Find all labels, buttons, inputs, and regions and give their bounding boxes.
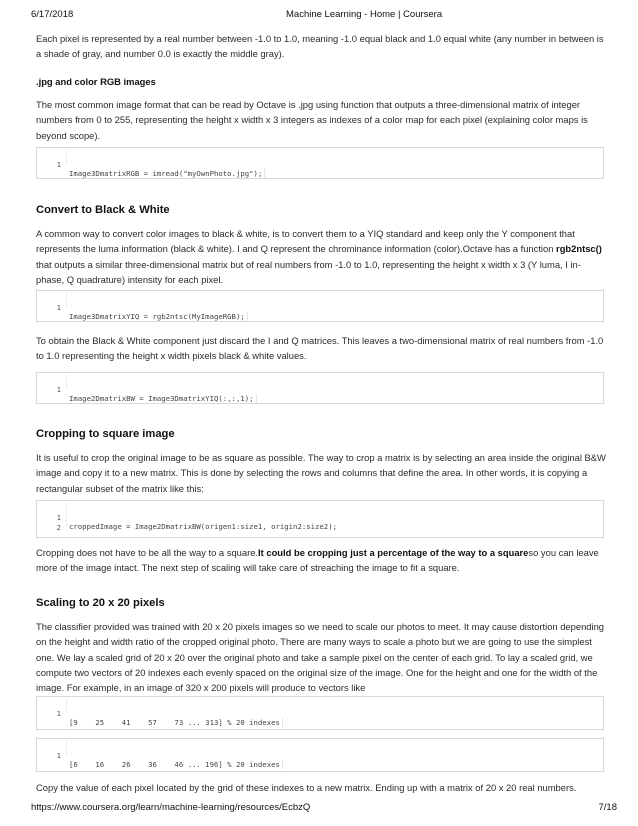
bw-paragraph-1-end: that outputs a similar three-dimensional matrix but of real numbers from -1.0 to 1.0, representing the height x width x 3 (Y luma, I in-phase, Q quadrature) intensity for each pixel.	[36, 258, 581, 285]
code-gutter	[66, 699, 67, 713]
crop-paragraph-2-emphasis: It could be cropping just a percentage of the way to a square	[258, 547, 529, 558]
code-text: Image3DmatrixRGB = imread("myOwnPhoto.jpg");	[67, 169, 265, 178]
code-text: [6 16 26 36 46 ... 196] % 20 indexes	[67, 760, 283, 769]
page-title: Machine Learning - Home | Coursera	[286, 9, 443, 20]
code-gutter	[66, 741, 67, 755]
bw-paragraph-2: To obtain the Black & White component just discard the I and Q matrices. This leaves a two-dimensional matrix of real numbers from -1.0 to 1.0 representing the height x width pixels black & white values.	[36, 335, 604, 362]
code-block-height-indexes	[36, 696, 604, 730]
line-number: 1	[56, 385, 61, 394]
line-number: 2	[56, 523, 61, 532]
final-paragraph: Copy the value of each pixel located by the grid of these indexes to a new matrix. Ending up with a matrix of 20 x 20 real numbers.	[36, 782, 577, 793]
code-text: Image2DmatrixBW = Image3DmatrixYIQ(:,:,1);	[67, 394, 257, 403]
rgb2ntsc-function-name: rgb2ntsc()	[556, 243, 602, 255]
page-number: 7/18	[598, 802, 617, 813]
code-gutter	[66, 150, 67, 164]
crop-heading: Cropping to square image	[36, 428, 175, 440]
intro-paragraph: Each pixel is represented by a real number between -1.0 to 1.0, meaning -1.0 equal black and 1.0 equal white (any number in between is a shade of gray, and number 0.0 is exactly the middle gray).	[36, 33, 604, 60]
line-number: 1	[56, 303, 61, 312]
crop-paragraph-2-end: so you can leave more of the image intact. The next step of scaling will take care of streaching the image to fit a square.	[36, 547, 599, 574]
bw-heading: Convert to Black & White	[36, 204, 170, 216]
code-block-imread	[36, 147, 604, 179]
scale-paragraph: The classifier provided was trained with 20 x 20 pixels images so we need to scale our photos to meet. It may cause distortion depending on the height and width ratio of the cropped original photo. There are many ways to scale a photo but we are going to use the simplest one. We lay a scaled grid of 20 x 20 over the original photo and take a sample pixel on the center of each grid. To lay a scaled grid, we compute two vectors of 20 indexes each evenly spaced on the original size of the image. One for the height and one for the width of the image. For example, in an image of 320 x 200 pixels will produce to vectors like	[36, 621, 605, 694]
code-text: [9 25 41 57 73 ... 313] % 20 indexes	[67, 718, 283, 727]
code-gutter	[66, 293, 67, 307]
code-text: croppedImage = Image2DmatrixBW(origen1:size1, origin2:size2);	[69, 522, 337, 531]
print-date: 6/17/2018	[31, 9, 74, 20]
code-line	[37, 376, 254, 403]
code-line	[37, 151, 263, 178]
jpg-paragraph: The most common image format that can be read by Octave is .jpg using function that outputs a three-dimensional matrix of integer numbers from 0 to 255, representing the height x width x 3 integers as indexes of a color map for each pixel (explaining color maps is beyond scope).	[36, 99, 588, 141]
code-gutter	[66, 375, 67, 389]
bw-paragraph-1-start: A common way to convert color images to black & white, is to convert them to a YIQ standard and keep only the Y component that represents the luma information (black & white). I and Q represent the chrominance information (color).Octave has a function	[36, 228, 575, 255]
jpg-heading: .jpg and color RGB images	[36, 76, 156, 87]
code-block-width-indexes	[36, 738, 604, 772]
code-block-rgb2ntsc	[36, 290, 604, 322]
scale-heading: Scaling to 20 x 20 pixels	[36, 597, 165, 609]
code-line	[37, 294, 245, 321]
crop-paragraph-2	[36, 545, 606, 576]
code-line	[37, 700, 280, 727]
crop-paragraph-2-start: Cropping does not have to be all the way to a square.	[36, 547, 259, 558]
code-block-crop	[36, 500, 604, 538]
line-number: 1	[56, 513, 61, 522]
line-number: 1	[56, 709, 61, 718]
page-url[interactable]: https://www.coursera.org/learn/machine-learning/resources/EcbzQ	[31, 802, 311, 813]
crop-paragraph-1: It is useful to crop the original image to be as square as possible. The way to crop a matrix is by selecting an area inside the original B&W image and copy it to a new matrix. This is done by selecting the rows and columns that define the area. In other words, it is copying a rectangular subset of the matrix like this:	[36, 452, 606, 494]
code-line	[37, 742, 280, 769]
line-number: 1	[56, 751, 61, 760]
line-number: 1	[56, 160, 61, 169]
code-text: Image3DmatrixYIQ = rgb2ntsc(MyImageRGB);	[67, 312, 248, 321]
bw-paragraph-1	[36, 226, 606, 287]
code-line	[37, 514, 61, 532]
code-block-bw-matrix	[36, 372, 604, 404]
